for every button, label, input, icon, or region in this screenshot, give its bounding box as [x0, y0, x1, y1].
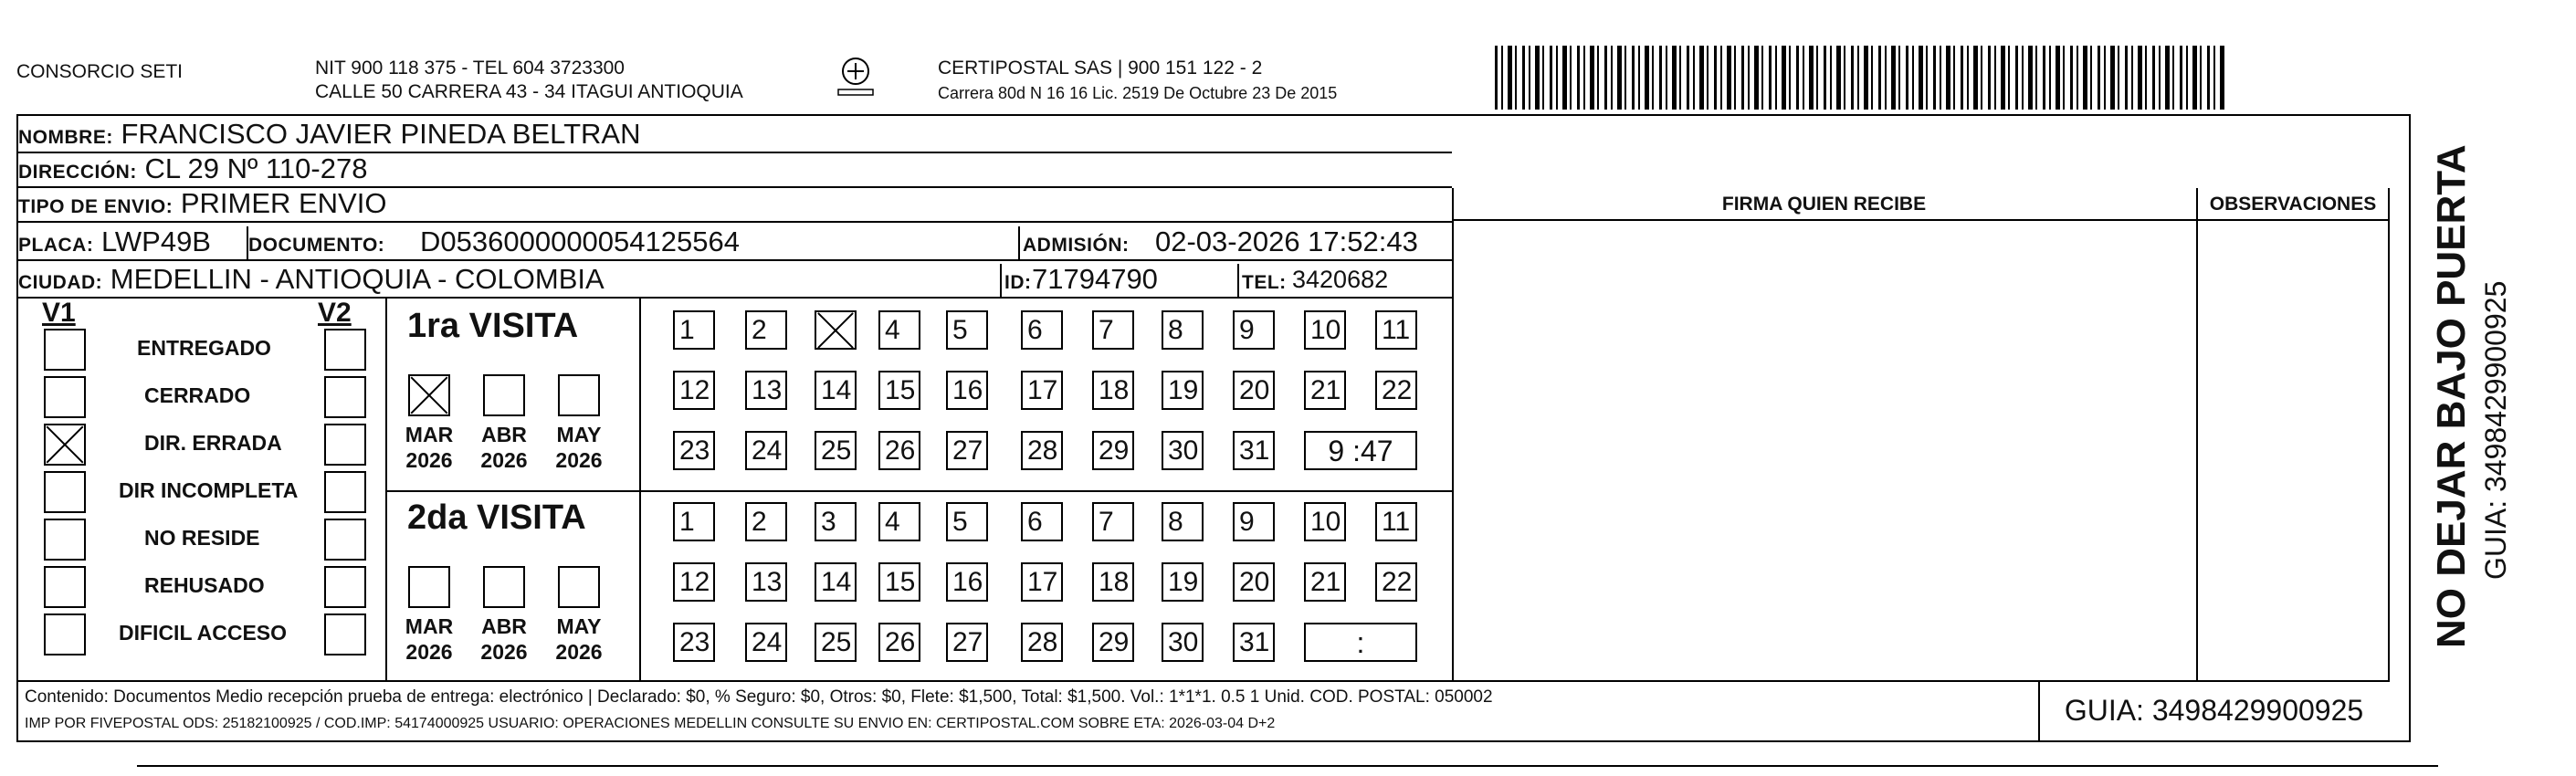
day-box[interactable]: 7 — [1092, 310, 1134, 350]
recipient-name: FRANCISCO JAVIER PINEDA BELTRAN — [121, 118, 641, 150]
day-box[interactable]: 17 — [1021, 371, 1063, 410]
bottom-rule — [137, 765, 2438, 767]
day-box[interactable]: 5 — [946, 502, 988, 541]
month-name: MAY — [556, 423, 602, 446]
day-box[interactable]: 1 — [673, 310, 715, 350]
month-year: 2026 — [555, 448, 603, 472]
day-box[interactable]: 17 — [1021, 562, 1063, 602]
day-box[interactable]: 28 — [1021, 623, 1063, 662]
v2-checkbox[interactable] — [324, 566, 366, 608]
day-box[interactable]: 9 — [1233, 502, 1275, 541]
day-box[interactable]: 22 — [1375, 371, 1417, 410]
day-box[interactable]: 8 — [1162, 502, 1204, 541]
day-box[interactable]: 7 — [1092, 502, 1134, 541]
carrier-line: CERTIPOSTAL SAS | 900 151 122 - 2 — [938, 58, 1263, 79]
day-box[interactable]: 16 — [946, 371, 988, 410]
day-box[interactable]: 30 — [1162, 623, 1204, 662]
day-box[interactable]: 31 — [1233, 431, 1275, 470]
month-checkbox[interactable] — [558, 374, 600, 416]
day-box[interactable]: 2 — [745, 310, 787, 350]
divider-right — [2388, 188, 2390, 681]
v1-checkbox[interactable] — [44, 566, 86, 608]
month-name: MAY — [556, 614, 602, 638]
day-box[interactable]: 13 — [745, 562, 787, 602]
divider-visits — [385, 490, 1452, 492]
month-checkbox[interactable] — [408, 374, 450, 416]
shipment-type: PRIMER ENVIO — [180, 187, 387, 219]
day-box[interactable]: 14 — [815, 371, 857, 410]
day-box[interactable]: 6 — [1021, 310, 1063, 350]
v1-checkbox[interactable] — [44, 519, 86, 561]
condition-label: REHUSADO — [144, 573, 265, 597]
day-box[interactable]: 30 — [1162, 431, 1204, 470]
plate-label: PLACA: — [18, 235, 94, 256]
month-year: 2026 — [405, 448, 453, 472]
plate-row — [18, 226, 1452, 261]
v1-checkbox[interactable] — [44, 471, 86, 513]
visit-title: 1ra VISITA — [407, 307, 579, 345]
condition-label: ENTREGADO — [137, 336, 271, 360]
day-box[interactable]: 12 — [673, 562, 715, 602]
day-box[interactable]: 4 — [878, 310, 920, 350]
day-box[interactable]: 27 — [946, 431, 988, 470]
day-box[interactable]: 29 — [1092, 431, 1134, 470]
v2-label: V2 — [318, 298, 352, 328]
day-box[interactable]: 12 — [673, 371, 715, 410]
day-box[interactable]: 9 — [1233, 310, 1275, 350]
barcode — [1495, 46, 2225, 110]
id-value: 71794790 — [1032, 263, 1158, 295]
address-label: DIRECCIÓN: — [18, 162, 137, 183]
month-name: MAR — [405, 423, 454, 446]
document-label: DOCUMENTO: — [248, 235, 385, 256]
condition-label: DIR INCOMPLETA — [119, 478, 299, 502]
day-box[interactable]: 6 — [1021, 502, 1063, 541]
divider-plate — [247, 226, 248, 261]
v2-checkbox[interactable] — [324, 613, 366, 655]
day-box[interactable]: 15 — [878, 371, 920, 410]
license-line: Carrera 80d N 16 16 Lic. 2519 De Octubre 23 De 2015 — [938, 84, 1338, 102]
month-year: 2026 — [405, 640, 453, 664]
day-box[interactable]: 10 — [1304, 502, 1346, 541]
divider-id — [1000, 264, 1002, 299]
name-label: NOMBRE: — [18, 127, 113, 148]
day-box[interactable]: 15 — [878, 562, 920, 602]
visit-title: 2da VISITA — [407, 498, 586, 537]
day-box[interactable]: 25 — [815, 431, 857, 470]
v1-checkbox[interactable] — [44, 613, 86, 655]
v1-checkbox[interactable] — [44, 329, 86, 371]
day-box[interactable] — [815, 310, 857, 350]
imp-line: IMP POR FIVEPOSTAL ODS: 25182100925 / COD.IMP: 54174000925 USUARIO: OPERACIONES MEDELLIN CONSULTE SU ENVIO EN: CERTIPOSTAL.COM SOBRE ETA: 2026-03-04 D+2 — [25, 716, 1276, 731]
admission-value: 02-03-2026 17:52:43 — [1155, 225, 1418, 257]
month-year: 2026 — [480, 448, 528, 472]
divider-column-header — [1452, 219, 2390, 221]
day-box[interactable]: 3 — [815, 502, 857, 541]
day-box[interactable]: 1 — [673, 502, 715, 541]
admission-label: ADMISIÓN: — [1023, 235, 1130, 256]
day-box[interactable]: 20 — [1233, 371, 1275, 410]
time-field[interactable]: 9 :47 — [1304, 431, 1417, 470]
day-box[interactable]: 21 — [1304, 371, 1346, 410]
day-box[interactable]: 18 — [1092, 371, 1134, 410]
v2-checkbox[interactable] — [324, 471, 366, 513]
v1-label: V1 — [42, 298, 76, 328]
divider-months — [639, 299, 641, 680]
v2-checkbox[interactable] — [324, 329, 366, 371]
divider-admission — [1018, 226, 1020, 261]
recipient-address: CL 29 Nº 110-278 — [144, 152, 368, 184]
side-guide: GUIA: 3498429900925 — [2479, 280, 2512, 580]
day-box[interactable]: 24 — [745, 431, 787, 470]
day-box[interactable]: 27 — [946, 623, 988, 662]
month-label — [402, 422, 457, 473]
id-label: ID: — [1004, 272, 1032, 293]
v2-checkbox[interactable] — [324, 376, 366, 418]
month-label — [402, 613, 457, 665]
observations-header: OBSERVACIONES — [2209, 194, 2377, 215]
month-label — [477, 422, 531, 473]
shipment-type-row — [18, 188, 1452, 223]
city-label: CIUDAD: — [18, 272, 103, 293]
day-box[interactable]: 29 — [1092, 623, 1134, 662]
day-box[interactable]: 5 — [946, 310, 988, 350]
divider-checklist — [385, 299, 387, 680]
day-box[interactable]: 24 — [745, 623, 787, 662]
month-checkbox[interactable] — [483, 566, 525, 608]
month-year: 2026 — [480, 640, 528, 664]
day-box[interactable]: 4 — [878, 502, 920, 541]
divider-footer — [18, 680, 2390, 682]
month-checkbox[interactable] — [483, 374, 525, 416]
month-checkbox[interactable] — [558, 566, 600, 608]
footer-guide: GUIA: 3498429900925 — [2064, 694, 2364, 727]
day-box[interactable]: 19 — [1162, 562, 1204, 602]
day-box[interactable]: 16 — [946, 562, 988, 602]
day-box[interactable]: 8 — [1162, 310, 1204, 350]
type-label: TIPO DE ENVIO: — [18, 196, 173, 217]
month-label — [552, 422, 606, 473]
day-box[interactable]: 13 — [745, 371, 787, 410]
day-box[interactable]: 11 — [1375, 502, 1417, 541]
v2-checkbox[interactable] — [324, 519, 366, 561]
divider-observations — [2196, 188, 2198, 681]
day-box[interactable]: 23 — [673, 623, 715, 662]
carrier-logo-icon — [833, 53, 878, 103]
divider-tel — [1237, 264, 1239, 299]
v2-checkbox[interactable] — [324, 424, 366, 466]
name-row — [18, 119, 1452, 153]
plate-value: LWP49B — [100, 225, 211, 257]
company-name: CONSORCIO SETI — [16, 61, 184, 82]
day-box[interactable]: 2 — [745, 502, 787, 541]
condition-label: CERRADO — [144, 383, 251, 407]
day-box[interactable]: 21 — [1304, 562, 1346, 602]
signature-header: FIRMA QUIEN RECIBE — [1721, 194, 1927, 215]
v1-checkbox[interactable] — [44, 376, 86, 418]
nit-line: NIT 900 118 375 - TEL 604 3723300 — [315, 58, 625, 79]
address-row — [18, 153, 1452, 188]
day-box[interactable]: 20 — [1233, 562, 1275, 602]
document-value: D0536000000054125564 — [420, 225, 740, 257]
city-value: MEDELLIN - ANTIOQUIA - COLOMBIA — [110, 263, 605, 295]
day-box[interactable]: 31 — [1233, 623, 1275, 662]
day-box[interactable]: 25 — [815, 623, 857, 662]
tel-value: 3420682 — [1292, 266, 1389, 293]
side-notice: NO DEJAR BAJO PUERTA — [2429, 144, 2474, 648]
condition-label: DIR. ERRADA — [144, 431, 282, 455]
day-box[interactable]: 14 — [815, 562, 857, 602]
day-box[interactable]: 19 — [1162, 371, 1204, 410]
day-box[interactable]: 11 — [1375, 310, 1417, 350]
condition-label: DIFICIL ACCESO — [119, 621, 288, 645]
day-box[interactable]: 18 — [1092, 562, 1134, 602]
month-name: ABR — [481, 423, 527, 446]
condition-label: NO RESIDE — [144, 526, 260, 550]
month-name: MAR — [405, 614, 454, 638]
time-field[interactable]: : — [1304, 623, 1417, 662]
day-box[interactable]: 26 — [878, 623, 920, 662]
month-checkbox[interactable] — [408, 566, 450, 608]
month-name: ABR — [481, 614, 527, 638]
month-label — [477, 613, 531, 665]
month-year: 2026 — [555, 640, 603, 664]
contents-line: Contenido: Documentos Medio recepción prueba de entrega: electrónico | Declarado: $0, % Seguro: $0, Otros: $0, Flete: $1,500, Total: $1,500. Vol.: 1*1*1. 0.5 1 Unid. COD. POSTAL: 050002 — [25, 687, 1493, 707]
company-address: CALLE 50 CARRERA 43 - 34 ITAGUI ANTIOQUIA — [315, 81, 743, 102]
month-label — [552, 613, 606, 665]
day-box[interactable]: 26 — [878, 431, 920, 470]
day-box[interactable]: 23 — [673, 431, 715, 470]
day-box[interactable]: 10 — [1304, 310, 1346, 350]
divider-signature — [1452, 188, 1454, 681]
day-box[interactable]: 28 — [1021, 431, 1063, 470]
v1-checkbox[interactable] — [44, 424, 86, 466]
day-box[interactable]: 22 — [1375, 562, 1417, 602]
tel-label: TEL: — [1242, 272, 1287, 293]
